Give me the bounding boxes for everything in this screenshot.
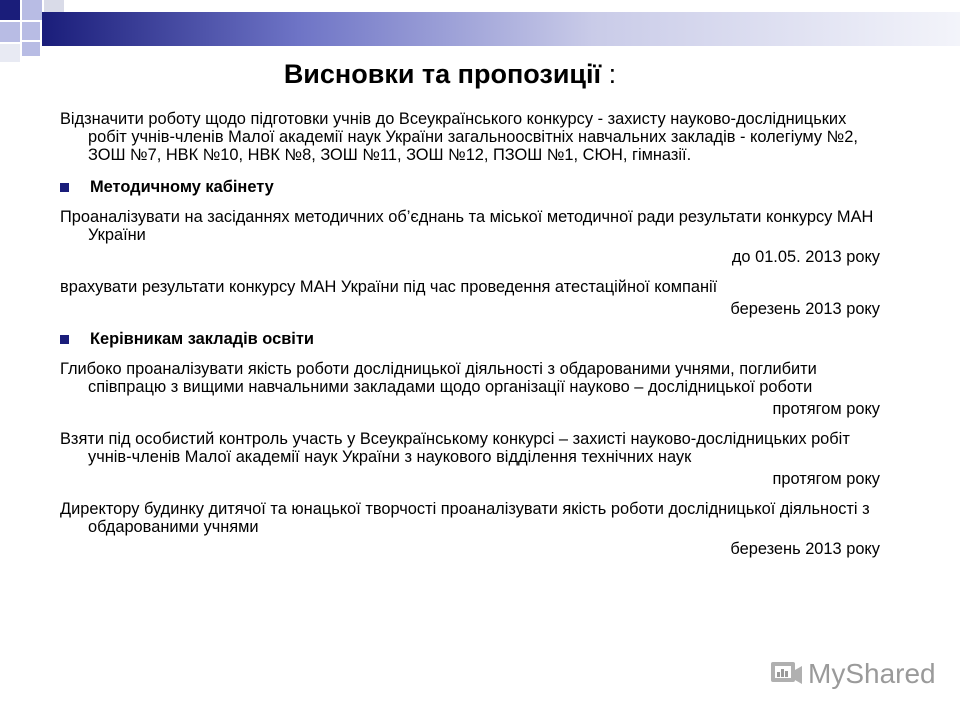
slide-title-suffix: : [608, 59, 617, 89]
section2-item2-deadline: протягом року [772, 470, 880, 488]
section-heading-text: Керівникам закладів освіти [90, 330, 314, 348]
section1-item1: Проаналізувати на засіданнях методичних об’єднань та міської методичної ради результати конкурсу МАН України [60, 208, 874, 244]
corner-square [22, 42, 40, 56]
corner-square [0, 22, 20, 42]
corner-square [22, 22, 40, 40]
section-heading-text: Методичному кабінету [90, 178, 274, 196]
square-bullet-icon [60, 183, 69, 192]
intro-paragraph: Відзначити роботу щодо підготовки учнів до Всеукраїнського конкурсу - захисту науково-дослідницьких робіт учнів-членів Малої академії наук України загальноосвітніх навчальних закладів - колегіуму №2, ЗОШ №7, НВК №10, НВК №8, ЗОШ №11, ЗОШ №12, ПЗОШ №1, СЮН, гімназії. [60, 110, 858, 164]
section2-item2: Взяти під особистий контроль участь у Всеукраїнському конкурсі – захисті науково-дослідницьких робіт учнів-членів Малої академії наук України з наукового відділення технічних наук [60, 430, 850, 466]
section-heading-heads [60, 330, 880, 348]
section2-item1: Глибоко проаналізувати якість роботи дослідницької діяльності з обдарованими учнями, поглибити співпрацю з вищими навчальними закладами щодо організації науково – дослідницької роботи [60, 360, 817, 396]
slide-content [60, 110, 880, 570]
watermark-text: MyShared [808, 658, 936, 689]
corner-square [22, 0, 42, 20]
section1-item2-deadline: березень 2013 року [730, 300, 880, 318]
slide-title [0, 59, 900, 90]
presentation-icon [768, 656, 804, 692]
section2-item3-deadline: березень 2013 року [730, 540, 880, 558]
corner-square [0, 0, 20, 20]
corner-square [44, 0, 64, 12]
section1-item2: врахувати результати конкурсу МАН України під час проведення атестаційної компанії [60, 278, 718, 296]
myshared-watermark-logo [768, 656, 936, 692]
square-bullet-icon [60, 335, 69, 344]
section1-item1-deadline: до 01.05. 2013 року [731, 248, 880, 266]
section2-item3: Директору будинку дитячої та юнацької творчості проаналізувати якість роботи дослідницької діяльності з обдарованими учнями [60, 500, 870, 536]
header-gradient-bar [42, 12, 960, 46]
slide-title-text: Висновки та пропозиції [283, 59, 602, 89]
section-heading-methodical [60, 178, 880, 196]
section2-item1-deadline: протягом року [772, 400, 880, 418]
